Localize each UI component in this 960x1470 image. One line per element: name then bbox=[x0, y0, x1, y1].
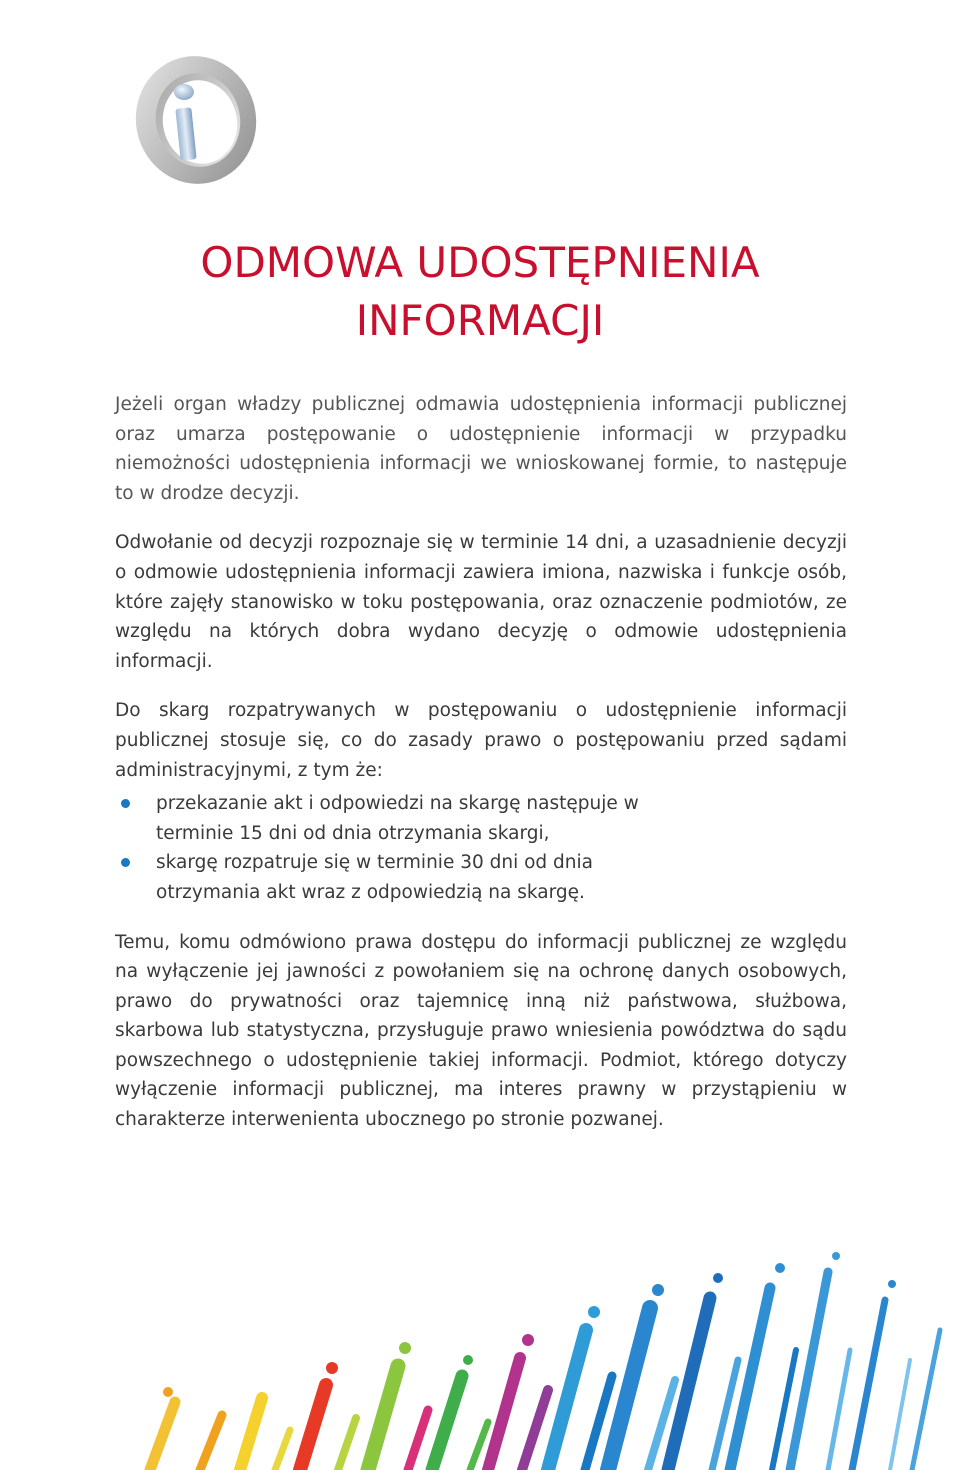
bullet-dot-icon bbox=[121, 858, 130, 867]
decorative-stripes-graphic bbox=[0, 1180, 960, 1470]
page-title bbox=[100, 234, 860, 350]
bullet-item-1 bbox=[115, 789, 656, 848]
bullet-list bbox=[115, 789, 847, 907]
title-line-2: INFORMACJI bbox=[355, 296, 605, 345]
bullet-text-1: przekazanie akt i odpowiedzi na skargę następuje w terminie 15 dni od dnia otrzymania skargi, bbox=[156, 793, 639, 844]
bullet-dot-icon bbox=[121, 799, 130, 808]
info-logo bbox=[118, 36, 268, 196]
main-content bbox=[115, 390, 847, 1155]
paragraph-complaints: Do skarg rozpatrywanych w postępowaniu o udostępnienie informacji publicznej stosuje się, co do zasady prawo o postępowaniu przed sądami administracyjnymi, z tym że: bbox=[115, 700, 847, 781]
paragraph-refusal-decision: Jeżeli organ władzy publicznej odmawia udostępnienia informacji publicznej oraz umarza postępowanie o udostępnienie informacji w przypadku niemożności udostępnienia informacji we wnioskowanej formie, to następuje to w drodze decyzji. bbox=[115, 394, 847, 504]
paragraph-lawsuit: Temu, komu odmówiono prawa dostępu do informacji publicznej ze względu na wyłączenie jej jawności z powołaniem się na ochronę danych osobowych, prawo do prywatności oraz tajemnicę inną niż państwowa, służbowa, skarbowa lub statystyczna, przysługuje prawo wniesienia powództwa do sądu powszechnego o udostępnienie takiej informacji. Podmiot, którego dotyczy wyłączenie informacji publicznej, ma interes prawny w przystąpieniu w charakterze interwenienta ubocznego po stronie pozwanej. bbox=[115, 931, 847, 1131]
bullet-text-2: skargę rozpatruje się w terminie 30 dni od dnia otrzymania akt wraz z odpowiedzią na skargę. bbox=[156, 852, 593, 903]
paragraph-appeal: Odwołanie od decyzji rozpoznaje się w terminie 14 dni, a uzasadnienie decyzji o odmowie udostępnienia informacji zawiera imiona, nazwiska i funkcje osób, które zajęły stanowisko w toku postępowania, oraz oznaczenie podmiotów, ze względu na których dobra wydano decyzję o odmowie udostępnienia informacji. bbox=[115, 532, 847, 672]
bullet-item-2 bbox=[115, 848, 656, 907]
info-icon bbox=[118, 36, 268, 196]
title-line-1: ODMOWA UDOSTĘPNIENIA bbox=[200, 238, 760, 287]
